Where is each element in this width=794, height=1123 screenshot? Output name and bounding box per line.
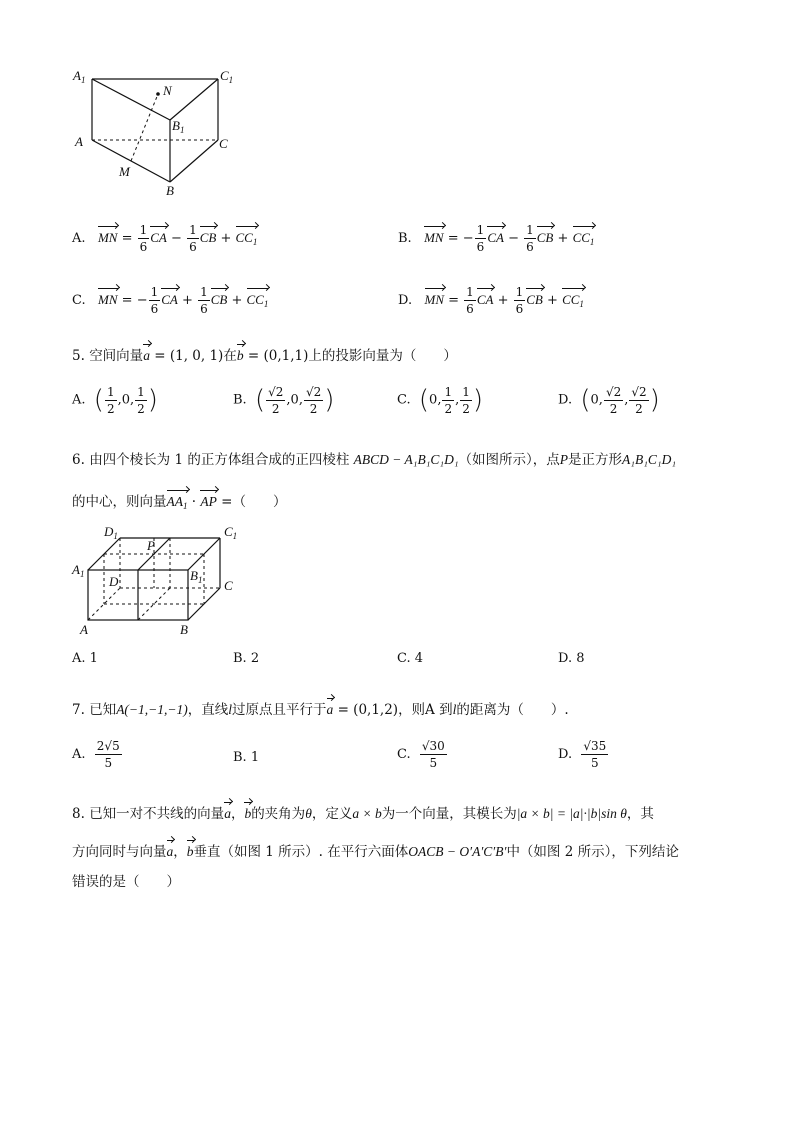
q7-option-a: A. $\frac{2√5}{5}$ [72, 739, 120, 770]
q5-stem: 5. 空间向量a = (1, 0, 1)在b = (0,1,1)上的投影向量为（ ） [72, 348, 457, 364]
q5-option-a: A. ( $\frac{1}{2}$ ,0, $\frac{1}{2}$ ) [72, 384, 158, 416]
q8-stem-line1: 8. 已知一对不共线的向量a，b的夹角为θ，定义a × b为一个向量，其模长为|a × b| = |a|·|b|sin θ，其 [72, 806, 654, 822]
q4-option-c: C. MN = − $\frac{1}{6}$ CA + $\frac{1}{6}$ CB + $CC_1$ [72, 285, 269, 316]
label-C: C [219, 136, 228, 151]
q5-option-d: D. (0, $\frac{√2}{2}$ , $\frac{√2}{2}$ ) [558, 384, 660, 416]
q6-stem-line1: 6. 由四个棱长为 1 的正方体组合成的正四棱柱 ABCD − A₁B₁C₁D₁（如图所示），点P是正方形A₁B₁C₁D₁ [72, 452, 677, 468]
q6-option-b: B. 2 [233, 651, 260, 666]
label-A: A [75, 134, 83, 149]
label-D1: $D_1$ [104, 524, 118, 541]
label-A1: $A_1$ [73, 68, 86, 85]
q6-option-d: D. 8 [558, 651, 585, 666]
q8-stem-line3: 错误的是（ ） [72, 874, 180, 890]
label-B-cube: B [180, 622, 188, 637]
label-B: B [166, 183, 174, 198]
q4-option-a: A. MN = $\frac{1}{6}$ CA − $\frac{1}{6}$ CB + $CC_1$ [72, 223, 258, 254]
label-C1: $C_1$ [220, 68, 234, 85]
q8-stem-line2: 方向同时与向量a，b垂直（如图 1 所示）. 在平行六面体OACB − O′A′C′B′中（如图 2 所示），下列结论 [72, 844, 679, 860]
q5-option-b: B. ( $\frac{√2}{2}$ ,0, $\frac{√2}{2}$ ) [233, 384, 335, 416]
label-D: D [109, 574, 119, 589]
q6-stem-line2: 的中心，则向量$AA_1$ · AP =（ ） [72, 494, 287, 511]
q7-option-c: C. $\frac{√30}{5}$ [397, 739, 445, 770]
label-B1-cube: $B_1$ [190, 568, 203, 585]
q4-option-b: B. MN = − $\frac{1}{6}$ CA − $\frac{1}{6}$ CB + $CC_1$ [398, 223, 595, 254]
q4-option-d: D. MN = $\frac{1}{6}$ CA + $\frac{1}{6}$ CB + $CC_1$ [398, 285, 584, 316]
cubes-figure [70, 520, 250, 640]
label-A1-cube: $A_1$ [72, 562, 85, 579]
label-M: M [119, 164, 130, 179]
label-P: P [147, 538, 155, 553]
q7-option-d: D. $\frac{√35}{5}$ [558, 739, 607, 770]
q6-option-c: C. 4 [397, 651, 424, 666]
q6-option-a: A. 1 [72, 651, 98, 666]
label-B1: $B_1$ [172, 118, 185, 135]
label-N: N [163, 83, 172, 98]
q7-option-b: B. 1 [233, 750, 260, 765]
label-C1-cube: $C_1$ [224, 524, 238, 541]
q5-option-c: C. (0, $\frac{1}{2}$ , $\frac{1}{2}$ ) [397, 384, 484, 416]
label-A-cube: A [80, 622, 88, 637]
label-C-cube: C [224, 578, 233, 593]
q7-stem: 7. 已知A(−1,−1,−1)，直线l过原点且平行于a = (0,1,2)，则A 到l的距离为（ ）. [72, 702, 569, 718]
